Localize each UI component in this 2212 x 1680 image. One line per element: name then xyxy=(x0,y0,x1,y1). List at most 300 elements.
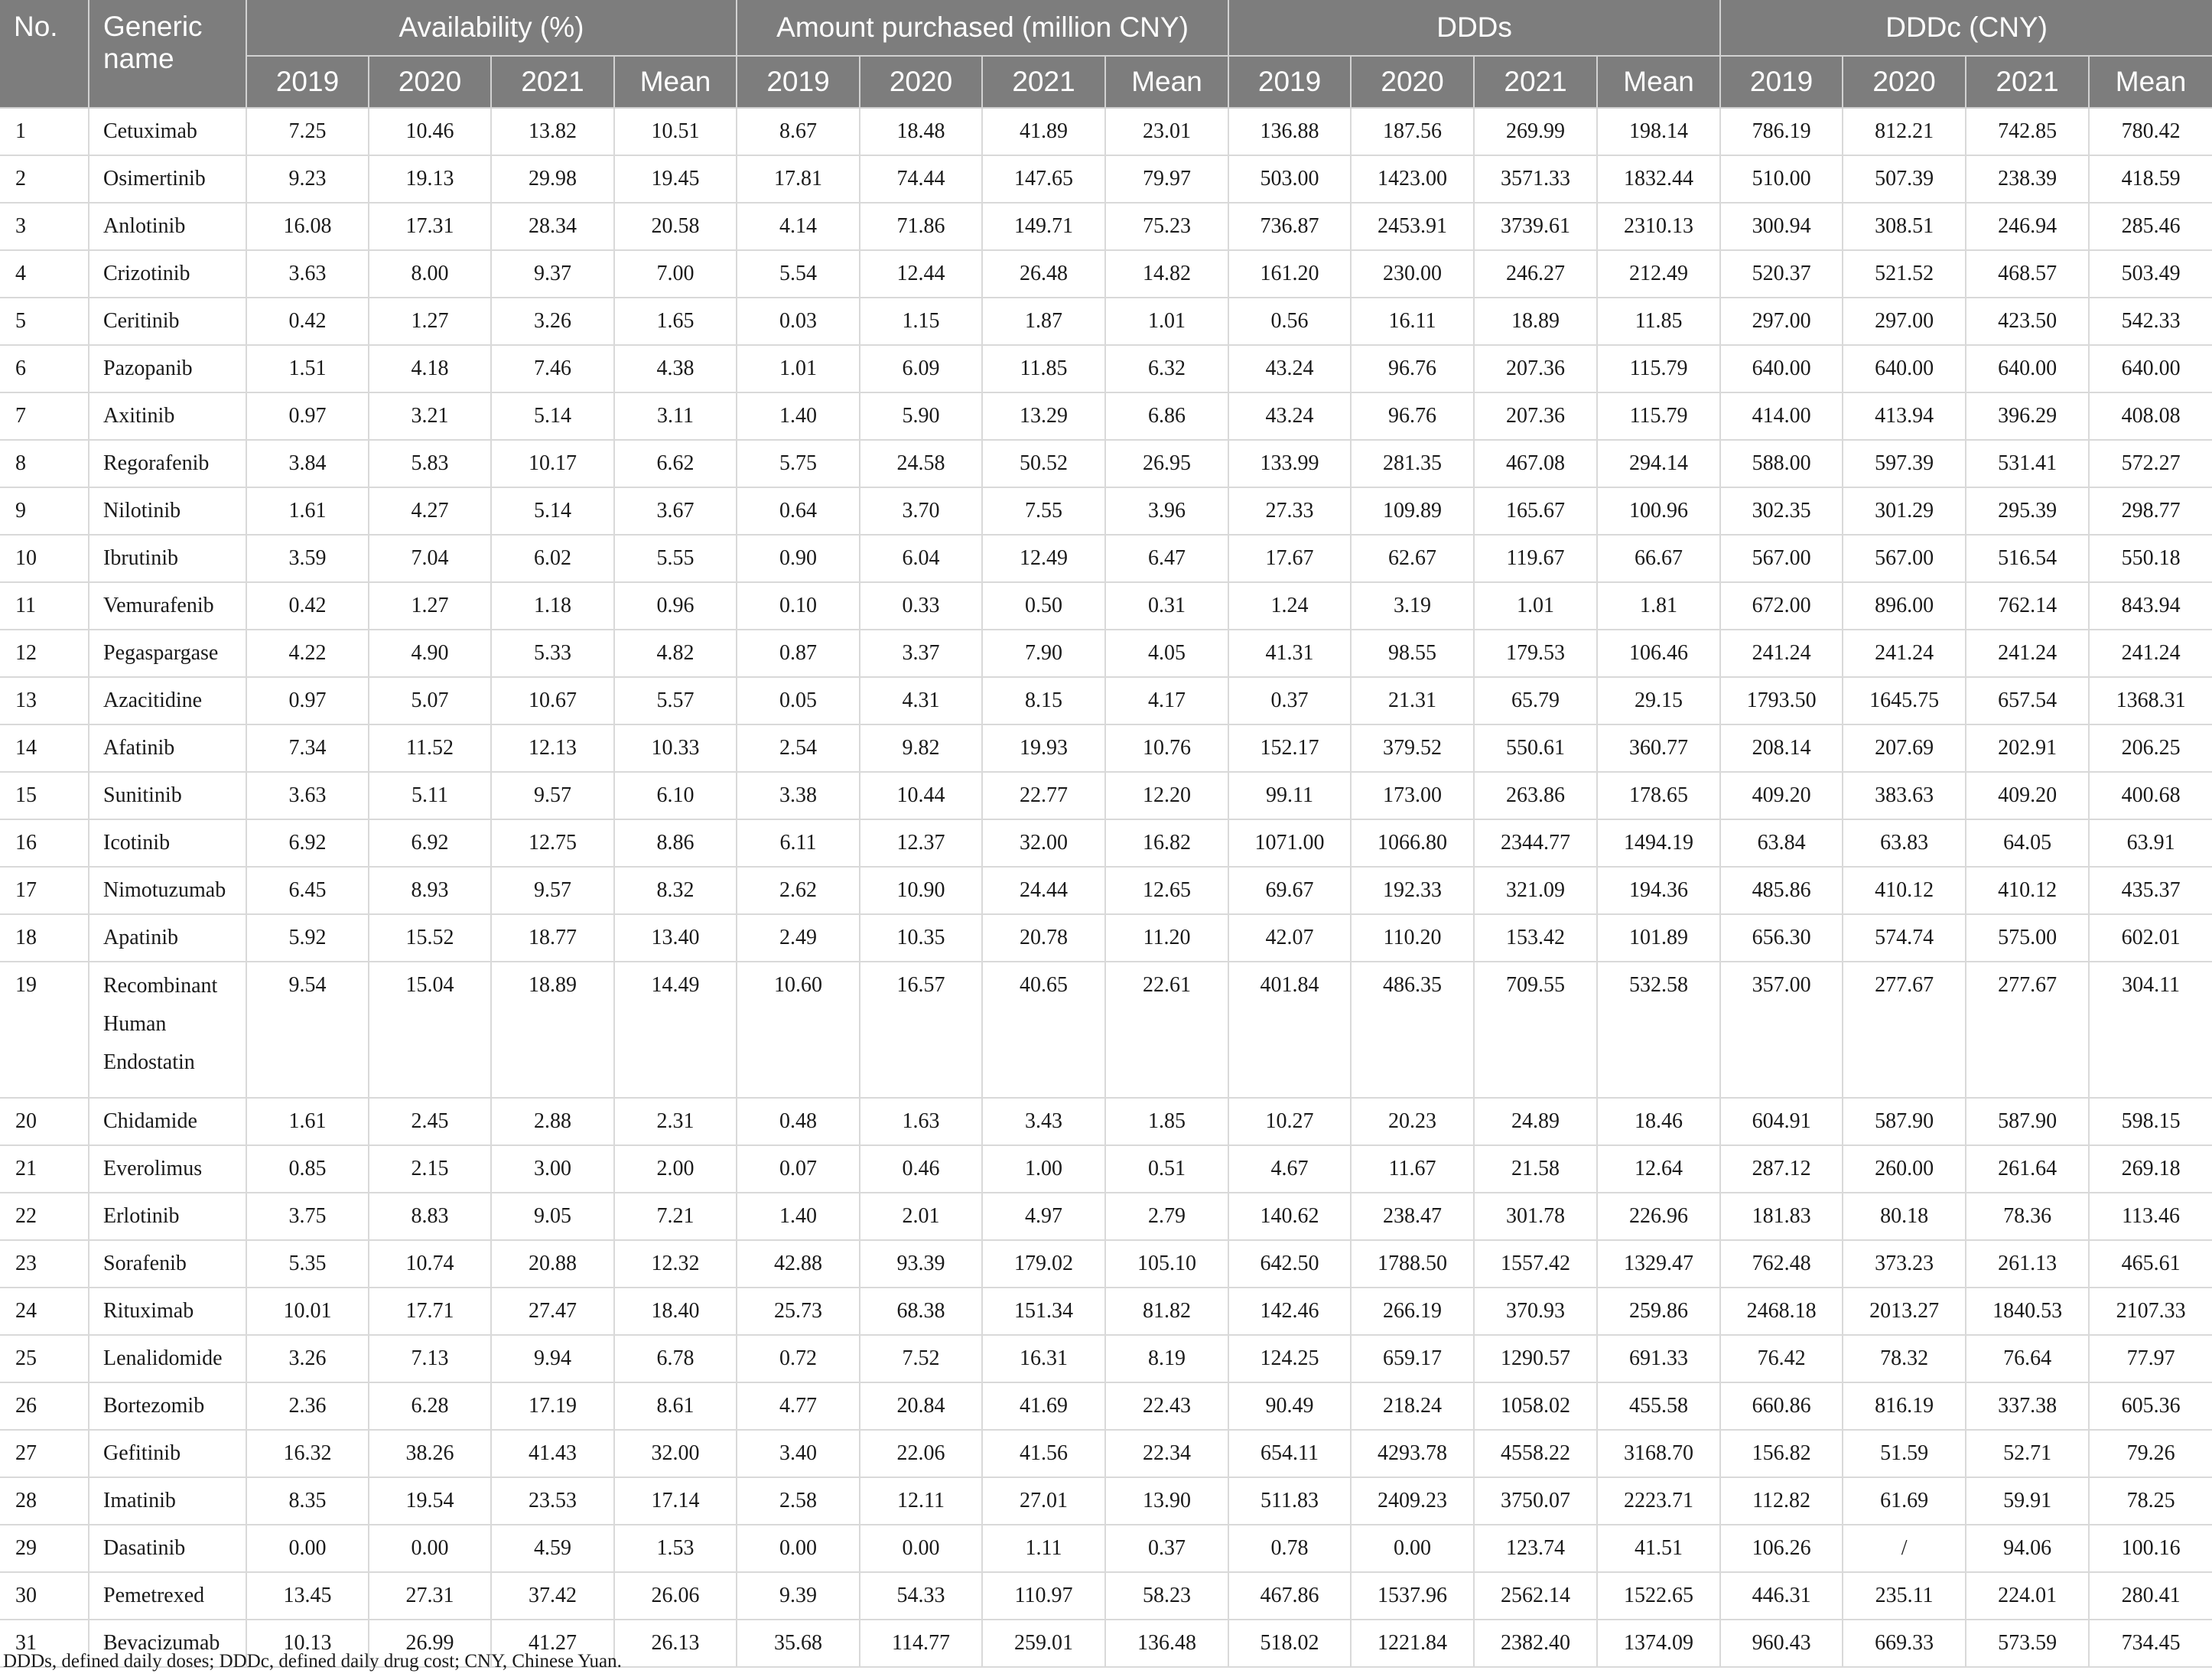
value-cell: 5.83 xyxy=(369,440,491,487)
value-cell: 6.32 xyxy=(1105,345,1228,392)
value-cell: 14.49 xyxy=(614,962,737,1098)
value-cell: 0.00 xyxy=(860,1525,982,1572)
generic-name-cell: Nilotinib xyxy=(89,487,246,535)
value-cell: 10.74 xyxy=(369,1240,491,1288)
value-cell: 300.94 xyxy=(1720,203,1843,250)
value-cell: 0.00 xyxy=(246,1525,369,1572)
table-row xyxy=(0,724,2212,772)
value-cell: 3739.61 xyxy=(1474,203,1597,250)
value-cell: 178.65 xyxy=(1597,772,1720,819)
table-row xyxy=(0,1288,2212,1335)
value-cell: 4.27 xyxy=(369,487,491,535)
value-cell: 3.63 xyxy=(246,772,369,819)
value-cell: 1832.44 xyxy=(1597,155,1720,203)
value-cell: 20.78 xyxy=(982,914,1105,962)
table-row xyxy=(0,155,2212,203)
header-group-dddc: DDDc (CNY) xyxy=(1720,0,2212,56)
value-cell: 2.62 xyxy=(737,867,860,914)
generic-name-cell: Osimertinib xyxy=(89,155,246,203)
value-cell: 2.01 xyxy=(860,1193,982,1240)
value-cell: 68.38 xyxy=(860,1288,982,1335)
value-cell: 10.17 xyxy=(491,440,614,487)
value-cell: 8.19 xyxy=(1105,1335,1228,1382)
value-cell: 21.58 xyxy=(1474,1145,1597,1193)
value-cell: 9.57 xyxy=(491,772,614,819)
value-cell: 503.49 xyxy=(2089,250,2212,298)
value-cell: 259.86 xyxy=(1597,1288,1720,1335)
value-cell: 0.56 xyxy=(1228,298,1351,345)
value-cell: 140.62 xyxy=(1228,1193,1351,1240)
value-cell: 1788.50 xyxy=(1351,1240,1474,1288)
value-cell: 360.77 xyxy=(1597,724,1720,772)
generic-name-cell: Lenalidomide xyxy=(89,1335,246,1382)
value-cell: 3.84 xyxy=(246,440,369,487)
value-cell: 114.77 xyxy=(860,1620,982,1667)
value-cell: 503.00 xyxy=(1228,155,1351,203)
value-cell: 66.67 xyxy=(1597,535,1720,582)
value-cell: 597.39 xyxy=(1843,440,1966,487)
value-cell: 812.21 xyxy=(1843,108,1966,155)
value-cell: 105.10 xyxy=(1105,1240,1228,1288)
value-cell: 96.76 xyxy=(1351,392,1474,440)
value-cell: 302.35 xyxy=(1720,487,1843,535)
value-cell: 161.20 xyxy=(1228,250,1351,298)
generic-name-cell: Rituximab xyxy=(89,1288,246,1335)
row-number: 24 xyxy=(0,1288,89,1335)
value-cell: 246.27 xyxy=(1474,250,1597,298)
table-row xyxy=(0,440,2212,487)
value-cell: 0.50 xyxy=(982,582,1105,630)
value-cell: 96.76 xyxy=(1351,345,1474,392)
value-cell: 179.53 xyxy=(1474,630,1597,677)
value-cell: 7.90 xyxy=(982,630,1105,677)
value-cell: 1.61 xyxy=(246,1098,369,1145)
value-cell: 465.61 xyxy=(2089,1240,2212,1288)
value-cell: 23.01 xyxy=(1105,108,1228,155)
value-cell: 22.77 xyxy=(982,772,1105,819)
value-cell: 780.42 xyxy=(2089,108,2212,155)
value-cell: 21.31 xyxy=(1351,677,1474,724)
value-cell: 7.34 xyxy=(246,724,369,772)
value-cell: 18.89 xyxy=(1474,298,1597,345)
value-cell: 10.51 xyxy=(614,108,737,155)
value-cell: 1.01 xyxy=(1105,298,1228,345)
value-cell: 1840.53 xyxy=(1966,1288,2089,1335)
value-cell: 468.57 xyxy=(1966,250,2089,298)
value-cell: 1522.65 xyxy=(1597,1572,1720,1620)
value-cell: 0.05 xyxy=(737,677,860,724)
value-cell: 1.27 xyxy=(369,582,491,630)
value-cell: 4.05 xyxy=(1105,630,1228,677)
value-cell: 17.71 xyxy=(369,1288,491,1335)
value-cell: 41.69 xyxy=(982,1382,1105,1430)
value-cell: 640.00 xyxy=(1843,345,1966,392)
value-cell: 3.11 xyxy=(614,392,737,440)
value-cell: 0.42 xyxy=(246,298,369,345)
header-year-cell: Mean xyxy=(1597,56,1720,108)
value-cell: 24.44 xyxy=(982,867,1105,914)
value-cell: 18.40 xyxy=(614,1288,737,1335)
value-cell: 9.05 xyxy=(491,1193,614,1240)
value-cell: 43.24 xyxy=(1228,392,1351,440)
value-cell: 106.46 xyxy=(1597,630,1720,677)
value-cell: 23.53 xyxy=(491,1477,614,1525)
value-cell: 409.20 xyxy=(1966,772,2089,819)
generic-name-cell: Pemetrexed xyxy=(89,1572,246,1620)
generic-name-cell: Ibrutinib xyxy=(89,535,246,582)
value-cell: 224.01 xyxy=(1966,1572,2089,1620)
generic-name-cell: Pazopanib xyxy=(89,345,246,392)
table-row xyxy=(0,203,2212,250)
value-cell: 51.59 xyxy=(1843,1430,1966,1477)
value-cell: 4.90 xyxy=(369,630,491,677)
value-cell: 112.82 xyxy=(1720,1477,1843,1525)
value-cell: 32.00 xyxy=(614,1430,737,1477)
value-cell: 0.90 xyxy=(737,535,860,582)
value-cell: 18.48 xyxy=(860,108,982,155)
header-year-cell: 2019 xyxy=(737,56,860,108)
value-cell: 467.86 xyxy=(1228,1572,1351,1620)
row-number: 10 xyxy=(0,535,89,582)
value-cell: 0.37 xyxy=(1228,677,1351,724)
generic-name-cell: Nimotuzumab xyxy=(89,867,246,914)
value-cell: 41.89 xyxy=(982,108,1105,155)
value-cell: 0.97 xyxy=(246,677,369,724)
value-cell: 960.43 xyxy=(1720,1620,1843,1667)
value-cell: 605.36 xyxy=(2089,1382,2212,1430)
value-cell: 12.44 xyxy=(860,250,982,298)
value-cell: 10.76 xyxy=(1105,724,1228,772)
value-cell: 8.67 xyxy=(737,108,860,155)
value-cell: 587.90 xyxy=(1966,1098,2089,1145)
value-cell: 10.01 xyxy=(246,1288,369,1335)
value-cell: 26.48 xyxy=(982,250,1105,298)
header-year-cell: 2021 xyxy=(1966,56,2089,108)
value-cell: 0.51 xyxy=(1105,1145,1228,1193)
value-cell: 8.35 xyxy=(246,1477,369,1525)
value-cell: 4.17 xyxy=(1105,677,1228,724)
value-cell: 0.48 xyxy=(737,1098,860,1145)
row-number: 26 xyxy=(0,1382,89,1430)
value-cell: 410.12 xyxy=(1966,867,2089,914)
row-number: 31 xyxy=(0,1620,89,1667)
value-cell: 2107.33 xyxy=(2089,1288,2212,1335)
value-cell: 396.29 xyxy=(1966,392,2089,440)
value-cell: 71.86 xyxy=(860,203,982,250)
value-cell: 27.33 xyxy=(1228,487,1351,535)
value-cell: 7.52 xyxy=(860,1335,982,1382)
generic-name-cell: Dasatinib xyxy=(89,1525,246,1572)
value-cell: 6.28 xyxy=(369,1382,491,1430)
value-cell: 762.48 xyxy=(1720,1240,1843,1288)
value-cell: 1.24 xyxy=(1228,582,1351,630)
value-cell: 27.47 xyxy=(491,1288,614,1335)
value-cell: 147.65 xyxy=(982,155,1105,203)
value-cell: 0.37 xyxy=(1105,1525,1228,1572)
value-cell: 110.97 xyxy=(982,1572,1105,1620)
value-cell: 5.14 xyxy=(491,487,614,535)
value-cell: 7.04 xyxy=(369,535,491,582)
table-row xyxy=(0,867,2212,914)
value-cell: 656.30 xyxy=(1720,914,1843,962)
value-cell: 337.38 xyxy=(1966,1382,2089,1430)
value-cell: 142.46 xyxy=(1228,1288,1351,1335)
value-cell: 241.24 xyxy=(1720,630,1843,677)
value-cell: / xyxy=(1843,1525,1966,1572)
value-cell: 5.57 xyxy=(614,677,737,724)
generic-name-cell: Axitinib xyxy=(89,392,246,440)
generic-name-cell: Everolimus xyxy=(89,1145,246,1193)
generic-name-cell: Apatinib xyxy=(89,914,246,962)
value-cell: 238.47 xyxy=(1351,1193,1474,1240)
value-cell: 6.78 xyxy=(614,1335,737,1382)
value-cell: 3750.07 xyxy=(1474,1477,1597,1525)
value-cell: 6.02 xyxy=(491,535,614,582)
value-cell: 2344.77 xyxy=(1474,819,1597,867)
value-cell: 486.35 xyxy=(1351,962,1474,1098)
value-cell: 98.55 xyxy=(1351,630,1474,677)
value-cell: 423.50 xyxy=(1966,298,2089,345)
row-number: 2 xyxy=(0,155,89,203)
value-cell: 1.61 xyxy=(246,487,369,535)
value-cell: 6.10 xyxy=(614,772,737,819)
value-cell: 11.52 xyxy=(369,724,491,772)
value-cell: 19.13 xyxy=(369,155,491,203)
header-year-cell: 2020 xyxy=(369,56,491,108)
value-cell: 786.19 xyxy=(1720,108,1843,155)
value-cell: 5.33 xyxy=(491,630,614,677)
value-cell: 446.31 xyxy=(1720,1572,1843,1620)
value-cell: 3.63 xyxy=(246,250,369,298)
value-cell: 1.15 xyxy=(860,298,982,345)
value-cell: 518.02 xyxy=(1228,1620,1351,1667)
value-cell: 16.32 xyxy=(246,1430,369,1477)
value-cell: 0.42 xyxy=(246,582,369,630)
value-cell: 5.14 xyxy=(491,392,614,440)
table-row xyxy=(0,1477,2212,1525)
value-cell: 20.23 xyxy=(1351,1098,1474,1145)
value-cell: 5.75 xyxy=(737,440,860,487)
value-cell: 12.65 xyxy=(1105,867,1228,914)
value-cell: 207.36 xyxy=(1474,392,1597,440)
value-cell: 0.85 xyxy=(246,1145,369,1193)
value-cell: 24.89 xyxy=(1474,1098,1597,1145)
value-cell: 266.19 xyxy=(1351,1288,1474,1335)
value-cell: 709.55 xyxy=(1474,962,1597,1098)
value-cell: 4.38 xyxy=(614,345,737,392)
value-cell: 35.68 xyxy=(737,1620,860,1667)
value-cell: 173.00 xyxy=(1351,772,1474,819)
value-cell: 0.64 xyxy=(737,487,860,535)
header-group-ddds: DDDs xyxy=(1228,0,1720,56)
value-cell: 13.82 xyxy=(491,108,614,155)
table-row xyxy=(0,535,2212,582)
value-cell: 63.84 xyxy=(1720,819,1843,867)
row-number: 12 xyxy=(0,630,89,677)
value-cell: 15.52 xyxy=(369,914,491,962)
value-cell: 410.12 xyxy=(1843,867,1966,914)
generic-name-cell: Sorafenib xyxy=(89,1240,246,1288)
value-cell: 896.00 xyxy=(1843,582,1966,630)
header-year-cell: 2019 xyxy=(1228,56,1351,108)
value-cell: 9.54 xyxy=(246,962,369,1098)
value-cell: 3.38 xyxy=(737,772,860,819)
value-cell: 26.06 xyxy=(614,1572,737,1620)
value-cell: 32.00 xyxy=(982,819,1105,867)
value-cell: 8.00 xyxy=(369,250,491,298)
value-cell: 241.24 xyxy=(1966,630,2089,677)
value-cell: 383.63 xyxy=(1843,772,1966,819)
header-year-cell: 2019 xyxy=(246,56,369,108)
value-cell: 165.67 xyxy=(1474,487,1597,535)
value-cell: 816.19 xyxy=(1843,1382,1966,1430)
value-cell: 259.01 xyxy=(982,1620,1105,1667)
value-cell: 14.82 xyxy=(1105,250,1228,298)
header-year-cell: Mean xyxy=(614,56,737,108)
value-cell: 1.65 xyxy=(614,298,737,345)
value-cell: 3.21 xyxy=(369,392,491,440)
value-cell: 0.97 xyxy=(246,392,369,440)
value-cell: 10.60 xyxy=(737,962,860,1098)
table-row xyxy=(0,1430,2212,1477)
row-number: 21 xyxy=(0,1145,89,1193)
value-cell: 5.90 xyxy=(860,392,982,440)
value-cell: 136.88 xyxy=(1228,108,1351,155)
value-cell: 17.14 xyxy=(614,1477,737,1525)
value-cell: 10.27 xyxy=(1228,1098,1351,1145)
value-cell: 90.49 xyxy=(1228,1382,1351,1430)
value-cell: 2468.18 xyxy=(1720,1288,1843,1335)
value-cell: 13.90 xyxy=(1105,1477,1228,1525)
value-cell: 1793.50 xyxy=(1720,677,1843,724)
row-number: 22 xyxy=(0,1193,89,1240)
value-cell: 269.18 xyxy=(2089,1145,2212,1193)
value-cell: 110.20 xyxy=(1351,914,1474,962)
header-group-amount-purchased: Amount purchased (million CNY) xyxy=(737,0,1228,56)
value-cell: 2223.71 xyxy=(1597,1477,1720,1525)
value-cell: 113.46 xyxy=(2089,1193,2212,1240)
value-cell: 3.26 xyxy=(491,298,614,345)
table-row xyxy=(0,582,2212,630)
generic-name-cell: Regorafenib xyxy=(89,440,246,487)
value-cell: 16.82 xyxy=(1105,819,1228,867)
header-year-cell: 2019 xyxy=(1720,56,1843,108)
value-cell: 574.74 xyxy=(1843,914,1966,962)
value-cell: 124.25 xyxy=(1228,1335,1351,1382)
value-cell: 672.00 xyxy=(1720,582,1843,630)
value-cell: 194.36 xyxy=(1597,867,1720,914)
value-cell: 41.31 xyxy=(1228,630,1351,677)
value-cell: 542.33 xyxy=(2089,298,2212,345)
row-number: 9 xyxy=(0,487,89,535)
value-cell: 17.81 xyxy=(737,155,860,203)
value-cell: 0.78 xyxy=(1228,1525,1351,1572)
value-cell: 156.82 xyxy=(1720,1430,1843,1477)
value-cell: 13.40 xyxy=(614,914,737,962)
value-cell: 13.45 xyxy=(246,1572,369,1620)
value-cell: 6.86 xyxy=(1105,392,1228,440)
value-cell: 5.11 xyxy=(369,772,491,819)
value-cell: 287.12 xyxy=(1720,1145,1843,1193)
value-cell: 1.18 xyxy=(491,582,614,630)
value-cell: 18.77 xyxy=(491,914,614,962)
value-cell: 26.95 xyxy=(1105,440,1228,487)
value-cell: 691.33 xyxy=(1597,1335,1720,1382)
value-cell: 63.83 xyxy=(1843,819,1966,867)
value-cell: 78.32 xyxy=(1843,1335,1966,1382)
value-cell: 8.32 xyxy=(614,867,737,914)
table-footnote: DDDs, defined daily doses; DDDc, defined daily drug cost; CNY, Chinese Yuan. xyxy=(3,1651,622,1672)
value-cell: 59.91 xyxy=(1966,1477,2089,1525)
value-cell: 12.11 xyxy=(860,1477,982,1525)
value-cell: 0.31 xyxy=(1105,582,1228,630)
value-cell: 261.13 xyxy=(1966,1240,2089,1288)
value-cell: 660.86 xyxy=(1720,1382,1843,1430)
value-cell: 24.58 xyxy=(860,440,982,487)
table-row xyxy=(0,108,2212,155)
value-cell: 7.25 xyxy=(246,108,369,155)
header-year-cell: Mean xyxy=(2089,56,2212,108)
value-cell: 230.00 xyxy=(1351,250,1474,298)
value-cell: 109.89 xyxy=(1351,487,1474,535)
value-cell: 550.18 xyxy=(2089,535,2212,582)
value-cell: 4558.22 xyxy=(1474,1430,1597,1477)
value-cell: 6.92 xyxy=(369,819,491,867)
row-number: 25 xyxy=(0,1335,89,1382)
value-cell: 301.29 xyxy=(1843,487,1966,535)
table-row xyxy=(0,914,2212,962)
value-cell: 152.17 xyxy=(1228,724,1351,772)
table-row xyxy=(0,392,2212,440)
row-number: 11 xyxy=(0,582,89,630)
value-cell: 4293.78 xyxy=(1351,1430,1474,1477)
value-cell: 0.96 xyxy=(614,582,737,630)
value-cell: 659.17 xyxy=(1351,1335,1474,1382)
value-cell: 575.00 xyxy=(1966,914,2089,962)
value-cell: 642.50 xyxy=(1228,1240,1351,1288)
value-cell: 2.88 xyxy=(491,1098,614,1145)
value-cell: 187.56 xyxy=(1351,108,1474,155)
row-number: 3 xyxy=(0,203,89,250)
value-cell: 260.00 xyxy=(1843,1145,1966,1193)
value-cell: 0.03 xyxy=(737,298,860,345)
header-year-row xyxy=(0,56,2212,108)
generic-name-cell: Afatinib xyxy=(89,724,246,772)
value-cell: 22.43 xyxy=(1105,1382,1228,1430)
value-cell: 604.91 xyxy=(1720,1098,1843,1145)
value-cell: 510.00 xyxy=(1720,155,1843,203)
value-cell: 3.40 xyxy=(737,1430,860,1477)
header-year-cell: 2021 xyxy=(982,56,1105,108)
value-cell: 1058.02 xyxy=(1474,1382,1597,1430)
value-cell: 20.84 xyxy=(860,1382,982,1430)
table-row xyxy=(0,962,2212,1098)
value-cell: 5.54 xyxy=(737,250,860,298)
value-cell: 16.57 xyxy=(860,962,982,1098)
value-cell: 3.37 xyxy=(860,630,982,677)
value-cell: 10.35 xyxy=(860,914,982,962)
value-cell: 235.11 xyxy=(1843,1572,1966,1620)
value-cell: 304.11 xyxy=(2089,962,2212,1098)
value-cell: 22.61 xyxy=(1105,962,1228,1098)
row-number: 4 xyxy=(0,250,89,298)
value-cell: 297.00 xyxy=(1720,298,1843,345)
row-number: 18 xyxy=(0,914,89,962)
value-cell: 762.14 xyxy=(1966,582,2089,630)
generic-name-cell: Icotinib xyxy=(89,819,246,867)
generic-name-cell: Ceritinib xyxy=(89,298,246,345)
row-number: 19 xyxy=(0,962,89,1098)
